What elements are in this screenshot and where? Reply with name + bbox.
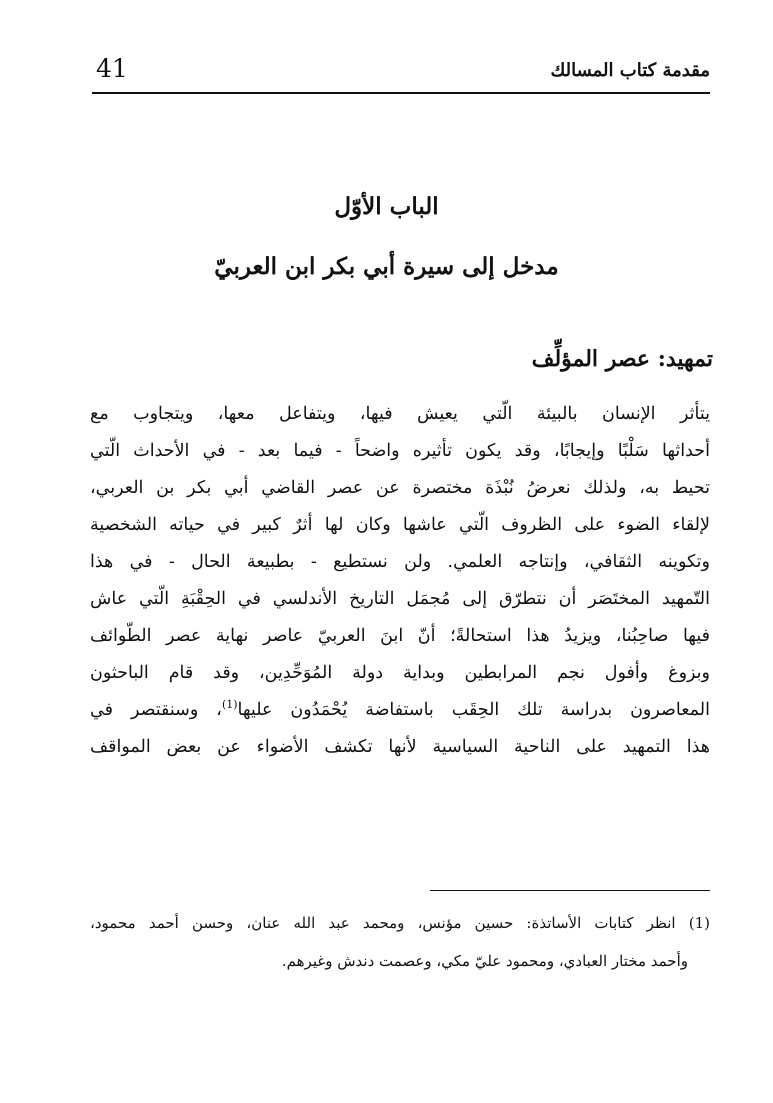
section-heading: تمهيد: عصر المؤلِّف [531,346,713,372]
body-line-tail: ، وسنقتصر في [90,700,222,720]
footnote-separator [430,890,710,891]
running-title: مقدمة كتاب المسالك [550,60,710,81]
footnote-1-line-1: (1) انظر كتابات الأساتذة: حسين مؤنس، ومحمد عبد الله عنان، وحسن أحمد محمود، [90,914,710,932]
body-line: وتكوينه الثقافي، وإنتاجه العلمي. ولن نستطيع - بطبيعة الحال - في هذا [90,552,710,572]
footnotes [90,904,710,980]
body-line: يتأثر الإنسان بالبيئة الّتي يعيش فيها، ويتفاعل معها، ويتجاوب مع [90,404,710,424]
footnote-reference[interactable]: (1) [221,698,238,712]
body-line: هذا التمهيد على الناحية السياسية لأنها تكشف الأضواء عن بعض المواقف [90,737,710,757]
body-line: أحداثها سَلْبًا وإيجابًا، وقد يكون تأثيره واضحاً - فيما بعد - في الأحداث الّتي [90,441,710,461]
body-line: فيها صاحِبُنا، ويزيدُ هذا استحالةً؛ أنّ ابنَ العربيّ عاصر نهاية عصر الطّوائف [90,626,710,646]
chapter-subtitle: مدخل إلى سيرة أبي بكر ابن العربيّ [214,253,559,280]
footnote-1-line-2: وأحمد مختار العبادي، ومحمود عليّ مكي، وعصمت دندش وغيرهم. [281,952,688,970]
page-header [92,52,710,94]
page-number: 41 [96,54,128,83]
body-line: وبزوغ وأفول نجم المرابطين وبداية دولة المُوَحِّدِين، وقد قام الباحثون [90,663,710,683]
body-line: التّمهيد المختَصَر أن نتطرّق إلى مُجمَل التاريخ الأندلسي في الحِقْبَةِ الّتي عاش [90,589,710,609]
body-line: لإلقاء الضوء على الظروف الّتي عاشها وكان لها أثرٌ كبير في حياته الشخصية [90,515,710,535]
body-line: تحيط به، ولذلك نعرضُ نُبْذَة مختصرة عن عصر القاضي أبي بكر بن العربي، [90,478,710,498]
chapter-title: الباب الأوّل [334,193,439,220]
body-paragraph [90,396,710,766]
body-line-with-footnote [90,692,710,729]
body-line-text: المعاصرون بدراسة تلك الحِقَب باستفاضة يُحْمَدُون عليها [237,700,710,720]
